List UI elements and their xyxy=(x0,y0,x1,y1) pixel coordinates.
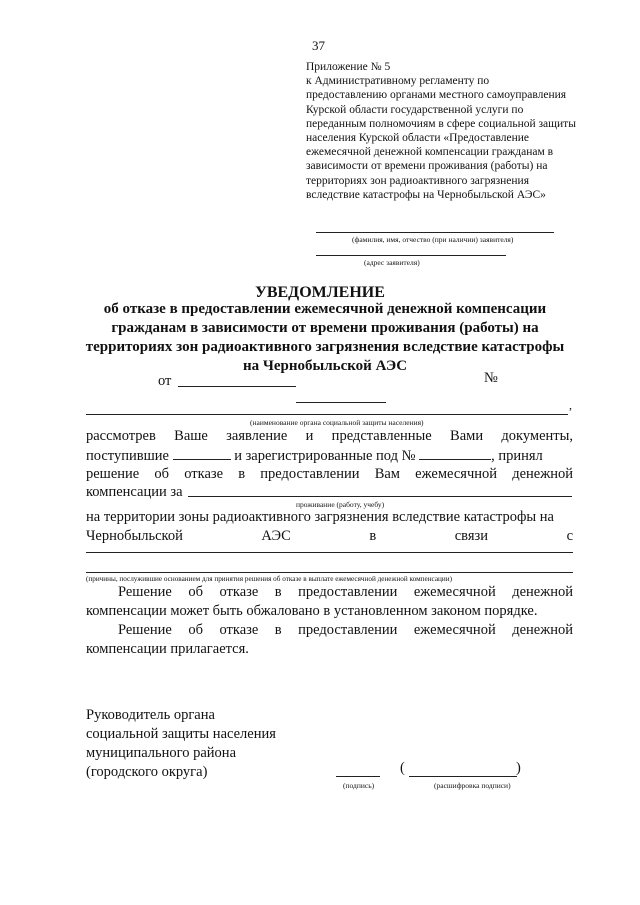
appendix-line: вследствие катастрофы на Чернобыльской АЭС» xyxy=(306,188,546,201)
subtitle-line: гражданам в зависимости от времени проживания (работы) на xyxy=(111,320,539,336)
applicant-address-hint: (адрес заявителя) xyxy=(364,258,420,267)
body-line-2-a: поступившие xyxy=(86,448,169,464)
body-line-2-c: , принял xyxy=(491,448,543,464)
notice-title: УВЕДОМЛЕНИЕ xyxy=(255,284,385,301)
org-name-hint: (наименование органа социальной защиты населения) xyxy=(250,418,424,427)
body-line-6-word: в xyxy=(369,528,377,544)
signatory-line: Руководитель органа xyxy=(86,707,215,723)
reasons-hint: (причины, послужившие основанием для принятия решения об отказе в выплате ежемесячной денежной компенсации) xyxy=(86,575,452,583)
appendix-line: переданным полномочиям в сфере социальной защиты xyxy=(306,117,576,130)
body-line-4: компенсации за xyxy=(86,484,183,500)
body-line-6-word: связи xyxy=(454,528,488,544)
para3-line-1: Решение об отказе в предоставлении ежемесячной денежной xyxy=(118,622,573,638)
para2-line-1: Решение об отказе в предоставлении ежемесячной денежной xyxy=(118,584,573,600)
org-name-line[interactable] xyxy=(86,414,568,415)
signatory-line: муниципального района xyxy=(86,745,236,761)
received-date-field[interactable] xyxy=(173,447,231,460)
number-field-line[interactable] xyxy=(296,402,386,403)
subtitle-line: на Чернобыльской АЭС xyxy=(242,358,408,374)
para3-line-2: компенсации прилагается. xyxy=(86,641,249,657)
reasons-line-1[interactable] xyxy=(86,552,573,553)
signature-hint: (подпись) xyxy=(343,781,375,790)
body-line-6 xyxy=(86,528,573,545)
appendix-header xyxy=(306,60,606,202)
reg-number-field[interactable] xyxy=(419,447,491,460)
body-line-3: решение об отказе в предоставлении Вам ежемесячной денежной xyxy=(86,466,573,482)
signatory-line: социальной защиты населения xyxy=(86,726,276,742)
decode-open-paren: ( xyxy=(400,760,405,776)
body-line-2 xyxy=(86,447,573,465)
subtitle-line: об отказе в предоставлении ежемесячной денежной компенсации xyxy=(103,301,547,317)
date-field-line[interactable] xyxy=(178,386,296,387)
decode-close-paren: ) xyxy=(516,760,521,776)
appendix-line: населения Курской области «Предоставление xyxy=(306,132,529,145)
residence-hint: проживание (работу, учебу) xyxy=(296,500,385,509)
appendix-line: Приложение № 5 xyxy=(306,61,391,73)
signatory-line: (городского округа) xyxy=(86,764,208,780)
body-line-6-word: Чернобыльской xyxy=(86,528,183,544)
appendix-line: зависимости от времени проживания (работы) на xyxy=(306,160,548,173)
from-label: от xyxy=(158,373,172,389)
subtitle-line: территориях зон радиоактивного загрязнения вследствие катастрофы xyxy=(85,339,565,355)
appendix-line: предоставлению органами местного самоуправления xyxy=(306,89,567,102)
body-line-6-word: АЭС xyxy=(261,528,291,544)
reasons-line-2[interactable] xyxy=(86,572,573,573)
body-line-2-b: и зарегистрированные под № xyxy=(234,448,416,464)
appendix-line: к Административному регламенту по xyxy=(306,75,490,88)
decode-hint: (расшифровка подписи) xyxy=(434,781,511,790)
decode-line[interactable] xyxy=(409,776,517,777)
notice-subtitle xyxy=(80,300,570,376)
org-comma: , xyxy=(569,398,572,412)
body-line-6-word: с xyxy=(566,528,573,544)
number-label: № xyxy=(484,370,498,386)
signatory-block xyxy=(86,706,276,782)
appendix-line: территориях зон радиоактивного загрязнения xyxy=(306,174,530,187)
residence-field-line[interactable] xyxy=(188,496,572,497)
para2-line-2: компенсации может быть обжаловано в установленном законом порядке. xyxy=(86,603,538,619)
body-line-1: рассмотрев Ваше заявление и представленные Вами документы, xyxy=(86,428,573,444)
appendix-line: Курской области государственной услуги по xyxy=(306,103,524,116)
applicant-name-line[interactable] xyxy=(316,232,554,233)
applicant-name-hint: (фамилия, имя, отчество (при наличии) заявителя) xyxy=(352,235,514,244)
signature-line[interactable] xyxy=(336,776,380,777)
body-line-5: на территории зоны радиоактивного загрязнения вследствие катастрофы на xyxy=(86,509,554,525)
appendix-line: ежемесячной денежной компенсации гражданам в xyxy=(306,146,554,159)
page-number: 37 xyxy=(312,38,325,53)
applicant-address-line[interactable] xyxy=(316,255,506,256)
